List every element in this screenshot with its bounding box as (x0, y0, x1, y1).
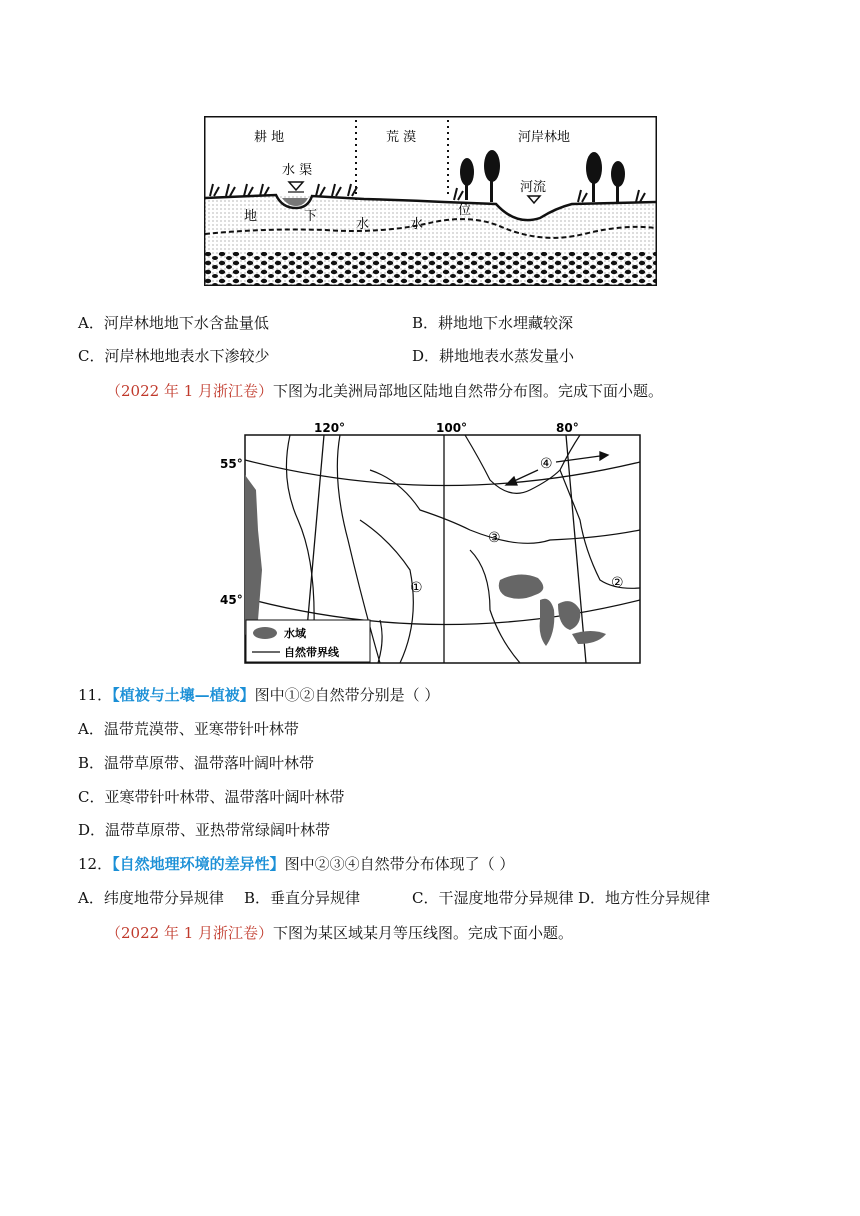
q12-stem (78, 854, 514, 874)
q12-option-d: D．地方性分异规律 (578, 889, 711, 907)
groundwater-label-3: 水 (356, 217, 370, 232)
zone-label-4: ④ (540, 456, 553, 472)
north-america-natural-zones-map (220, 420, 646, 666)
q12-stem-text: 图中②③④自然带分布体现了（ ） (284, 855, 515, 873)
lat-label-55: 55° (220, 457, 243, 471)
q12-option-c: C．干湿度地带分异规律 (412, 889, 574, 907)
q11-stem (78, 685, 439, 705)
groundwater-cross-section-diagram (204, 116, 657, 286)
q10-option-d: D．耕地地表水蒸发量小 (412, 347, 575, 365)
q10-option-a: A．河岸林地地下水含盐量低 (78, 314, 269, 332)
q12-option-a: A．纬度地带分异规律 (78, 889, 224, 907)
intro-1-source: （2022 年 1 月浙江卷） (106, 382, 274, 400)
zone-label-3: ③ (488, 530, 501, 546)
lat-label-45: 45° (220, 593, 243, 607)
q11-option-c: C．亚寒带针叶林带、温带落叶阔叶林带 (78, 788, 345, 806)
zone-label-2: ② (611, 575, 624, 591)
q12-option-b: B．垂直分异规律 (244, 889, 361, 907)
groundwater-label-1: 地 (244, 209, 258, 224)
groundwater-label-5: 位 (458, 203, 472, 218)
intro-2 (106, 923, 573, 943)
q10-option-b: B．耕地地下水埋藏较深 (412, 314, 574, 332)
intro-1-text: 下图为北美洲局部地区陆地自然带分布图。完成下面小题。 (273, 382, 664, 400)
farmland-label: 耕 地 (254, 130, 285, 145)
intro-1 (106, 381, 663, 401)
zone-label-1: ① (410, 580, 423, 596)
q11-option-a: A．温带荒漠带、亚寒带针叶林带 (78, 720, 299, 738)
river-label: 河流 (520, 180, 547, 195)
intro-2-source: （2022 年 1 月浙江卷） (106, 924, 274, 942)
lon-label-100: 100° (436, 421, 468, 435)
groundwater-label-2: 下 (304, 209, 318, 224)
q11-stem-text: 图中①②自然带分别是（ ） (254, 686, 440, 704)
q11-option-d: D．温带草原带、亚热带常绿阔叶林带 (78, 821, 331, 839)
q11-tag: 【植被与土壤—植被】 (112, 686, 255, 704)
lon-label-120: 120° (314, 421, 346, 435)
desert-label: 荒 漠 (386, 130, 417, 145)
riparian-forest-label: 河岸林地 (518, 130, 571, 145)
q11-option-b: B．温带草原带、温带落叶阔叶林带 (78, 754, 315, 772)
q12-tag: 【自然地理环境的差异性】 (112, 855, 285, 873)
q12-number: 12． (78, 855, 113, 873)
legend-boundary-label: 自然带界线 (284, 646, 339, 659)
lon-label-80: 80° (556, 421, 579, 435)
q10-option-c: C．河岸林地地表水下渗较少 (78, 347, 270, 365)
legend-water-label: 水域 (284, 627, 306, 640)
q11-number: 11． (78, 686, 113, 704)
groundwater-label-4: 水 (410, 217, 424, 232)
intro-2-text: 下图为某区域某月等压线图。完成下面小题。 (273, 924, 574, 942)
canal-label: 水 渠 (282, 163, 313, 178)
